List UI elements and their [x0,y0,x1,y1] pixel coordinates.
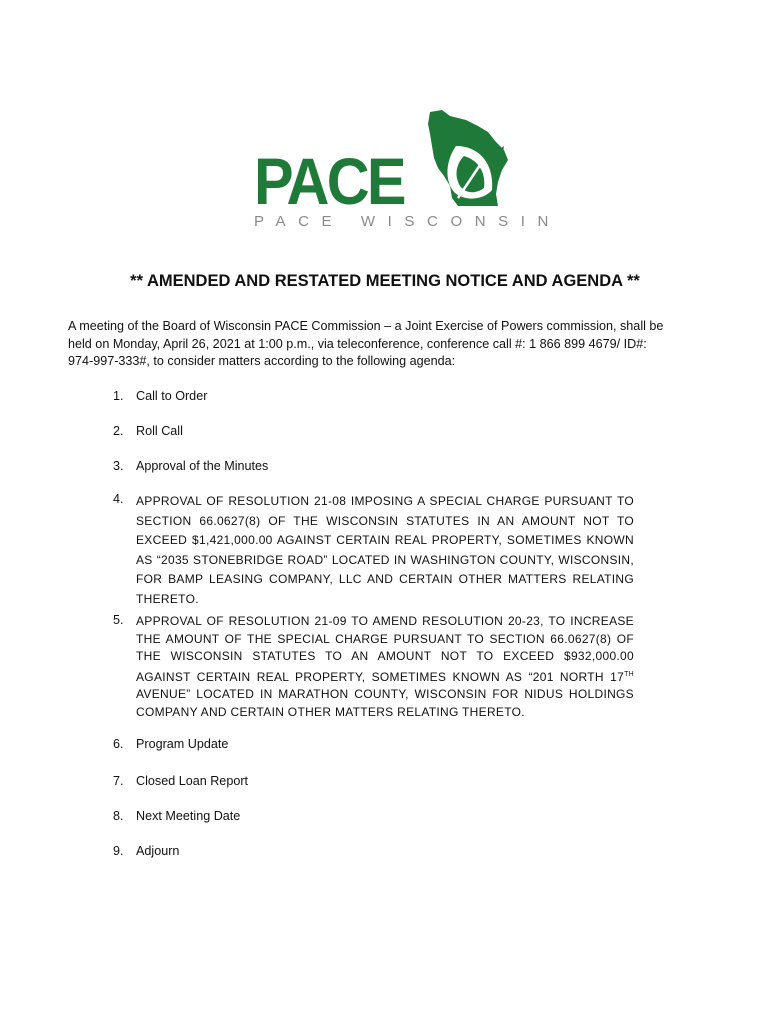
agenda-text: Adjourn [136,844,180,858]
logo-subtitle: PACE WISCONSIN [254,213,561,230]
agenda-number: 1. [113,389,124,403]
pace-wisconsin-logo [252,106,561,234]
agenda-text: Program Update [136,737,229,751]
ordinal-suffix: TH [624,670,634,678]
agenda-text: Closed Loan Report [136,774,249,788]
agenda-text: Roll Call [136,424,183,438]
agenda-text: APPROVAL OF RESOLUTION 21-08 IMPOSING A SPECIAL CHARGE PURSUANT TO SECTION 66.0627(8) OF THE WISCONSIN STATUTES IN AN AMOUNT NOT TO EXCEED $1,421,000.00 AGAINST CERTAIN REAL PROPERTY, SOMETIMES KNOWN AS “2035 STONEBRIDGE ROAD” LOCATED IN WASHINGTON COUNTY, WISCONSIN, FOR BAMP LEASING COMPANY, LLC AND CERTAIN OTHER MATTERS RELATING THERETO. [136,494,634,606]
agenda-number: 3. [113,459,124,473]
page-title: ** AMENDED AND RESTATED MEETING NOTICE AND AGENDA ** [130,272,640,290]
agenda-text: Call to Order [136,389,208,403]
agenda-number: 4. [113,492,124,506]
agenda-text [136,613,634,721]
agenda-text: Approval of the Minutes [136,459,269,473]
agenda-number: 5. [113,613,124,627]
agenda-text: Next Meeting Date [136,809,241,823]
agenda-number: 6. [113,737,124,751]
agenda-number: 8. [113,809,124,823]
agenda-number: 7. [113,774,124,788]
intro-paragraph: A meeting of the Board of Wisconsin PACE Commission – a Joint Exercise of Powers commission, shall be held on Monday, April 26, 2021 at 1:00 p.m., via teleconference, conference call #: 1 866 899 4679/ ID#: 974-997-333#, to consider matters according to the following agenda: [68,319,664,368]
logo-wordmark: PACE [254,144,404,218]
agenda-text-part: APPROVAL OF RESOLUTION 21-09 TO AMEND RESOLUTION 20-23, TO INCREASE THE AMOUNT OF THE SPECIAL CHARGE PURSUANT TO SECTION 66.0627(8) OF THE WISCONSIN STATUTES TO AN AMOUNT NOT TO EXCEED $932,000.00 AGAINST CERTAIN REAL PROPERTY, SOMETIMES KNOWN AS “201 NORTH 17 [136,614,634,684]
agenda-number: 9. [113,844,124,858]
agenda-text-part: AVENUE” LOCATED IN MARATHON COUNTY, WISCONSIN FOR NIDUS HOLDINGS COMPANY AND CERTAIN OTHER MATTERS RELATING THERETO. [136,687,634,719]
agenda-number: 2. [113,424,124,438]
